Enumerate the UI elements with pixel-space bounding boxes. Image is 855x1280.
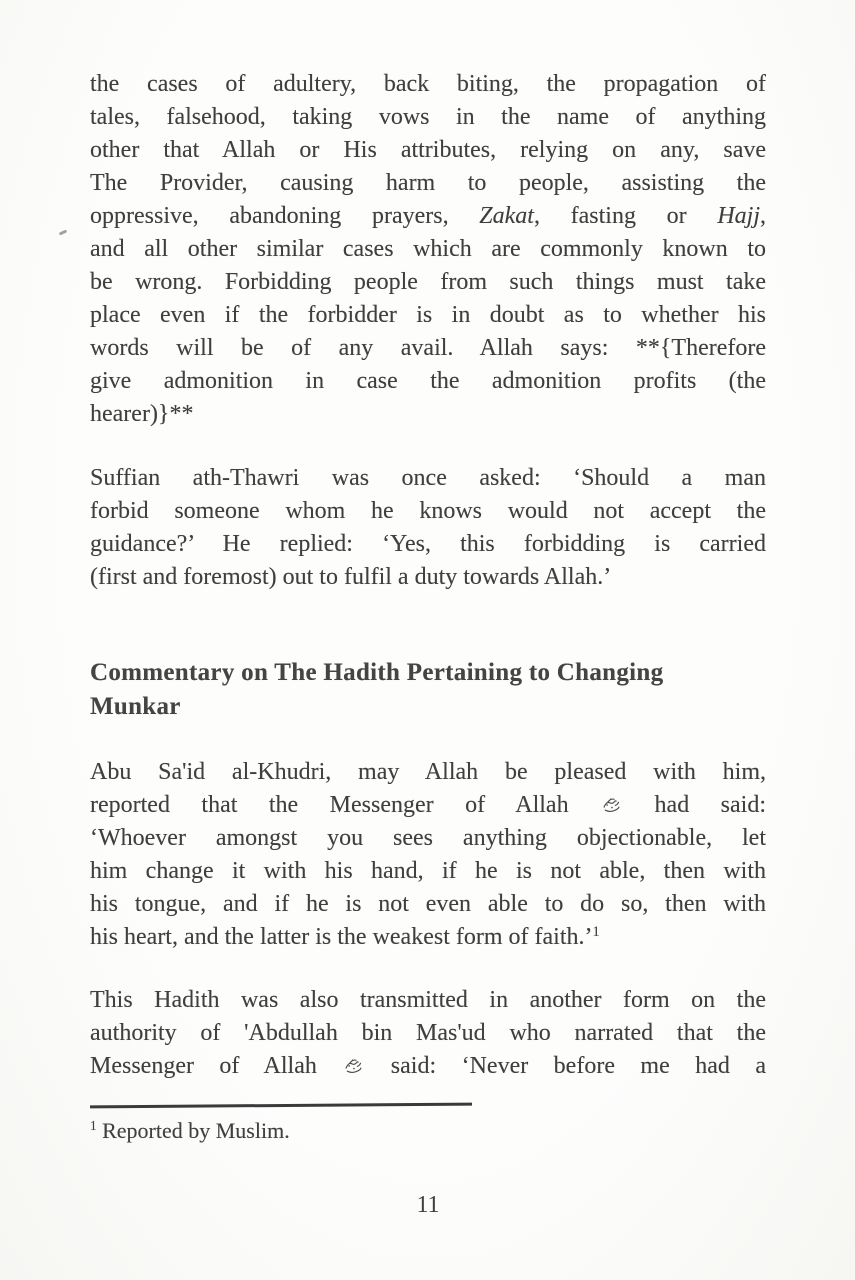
footnote-marker: 1 [90,1118,97,1133]
text-line: tales, falsehood, taking vows in the name of anything [90,104,766,130]
text-line: and all other similar cases which are commonly known to [90,236,766,262]
page-number: 11 [416,1192,440,1218]
text-line: be wrong. Forbidding people from such things must take [90,269,766,295]
text-line: his tongue, and if he is not even able to do so, then with [90,891,766,917]
text-line: Suffian ath-Thawri was once asked: ‘Should a man [90,465,766,491]
text-line [90,200,766,233]
text-line: other that Allah or His attributes, relying on any, save [90,137,766,163]
text-line [90,1050,766,1083]
text-line: give admonition in case the admonition profits (the [90,368,766,394]
scan-artifact [59,229,68,235]
paragraph-intro [90,68,766,431]
text-line: forbid someone whom he knows would not accept the [90,498,766,524]
text-line [90,921,766,954]
text-segment: his heart, and the latter is the weakest form of faith.’ [90,924,593,950]
footnote [90,1116,766,1146]
heading-line: Commentary on The Hadith Pertaining to Changing [90,659,664,686]
text-line: (first and foremost) out to fulfil a duty towards Allah.’ [90,564,612,590]
paragraph-suffian-quote [90,462,766,594]
text-line [90,789,766,822]
text-segment: , fasting or [533,203,718,229]
footnote-text: Reported by Muslim. [102,1118,290,1143]
text-line: authority of 'Abdullah bin Mas'ud who narrated that the [90,1020,766,1046]
text-segment: Messenger of Allah [90,1053,343,1079]
text-segment: , [760,203,766,229]
italic-term-hajj: Hajj [717,203,761,229]
pbuh-calligraphy-icon [343,1055,364,1076]
text-line: words will be of any avail. Allah says: **{Therefore [90,335,766,361]
footnote-divider [90,1103,472,1109]
text-line: him change it with his hand, if he is not able, then with [90,858,766,884]
text-line: place even if the forbidder is in doubt as to whether his [90,302,766,328]
text-line: hearer)}** [90,401,194,427]
section-heading [90,656,766,724]
paragraph-ibn-masud-hadith [90,984,766,1083]
text-line: Abu Sa'id al-Khudri, may Allah be pleased with him, [90,759,766,785]
paragraph-abu-said-hadith [90,756,766,954]
text-segment: oppressive, abandoning prayers, [90,203,480,229]
italic-term-zakat: Zakat [479,203,534,229]
footnote-reference: 1 [592,924,600,940]
text-segment: reported that the Messenger of Allah [90,792,601,818]
text-line: This Hadith was also transmitted in another form on the [90,987,766,1013]
text-segment: said: ‘Never before me had a [365,1053,766,1079]
text-line: ‘Whoever amongst you sees anything objectionable, let [90,825,766,851]
text-line: the cases of adultery, back biting, the propagation of [90,71,766,97]
text-line: The Provider, causing harm to people, assisting the [90,170,766,196]
heading-line: Munkar [90,693,181,720]
text-line: guidance?’ He replied: ‘Yes, this forbidding is carried [90,531,766,557]
text-segment: had said: [623,792,766,818]
pbuh-calligraphy-icon [601,794,622,815]
